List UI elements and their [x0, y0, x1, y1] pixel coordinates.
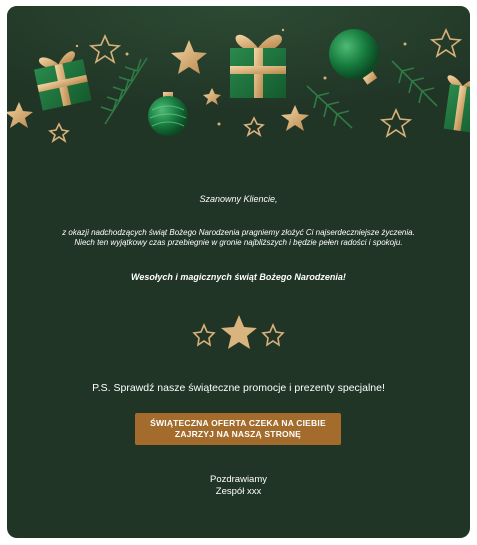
christmas-banner [7, 6, 470, 156]
offer-cta-button[interactable] [135, 413, 341, 445]
ps-note: P.S. Sprawdź nasze świąteczne promocje i prezenty specjalne! [92, 382, 385, 394]
star-divider [192, 313, 285, 353]
signoff: Pozdrawiamy [209, 474, 268, 485]
signature: Zespół xxx [215, 486, 262, 497]
greeting-line-2: Niech ten wyjątkowy czas przebiegnie w gronie najbliższych i będzie pełen radości i spokoju. [74, 238, 403, 247]
email-card [7, 6, 470, 538]
star-icon [263, 325, 283, 345]
star-icon [194, 325, 214, 345]
christmas-wishes: Wesołych i magicznych świąt Bożego Narodzenia! [131, 272, 346, 282]
cta-line-2: ZAJRZYJ NA NASZĄ STRONĘ [174, 429, 302, 439]
greeting-line-1: z okazji nadchodzących świąt Bożego Narodzenia pragniemy złożyć Ci najserdeczniejsze życzenia. [62, 228, 415, 237]
star-icon [221, 315, 257, 349]
salutation: Szanowny Kliencie, [199, 194, 278, 204]
cta-line-1: ŚWIĄTECZNA OFERTA CZEKA NA CIEBIE [150, 418, 326, 428]
